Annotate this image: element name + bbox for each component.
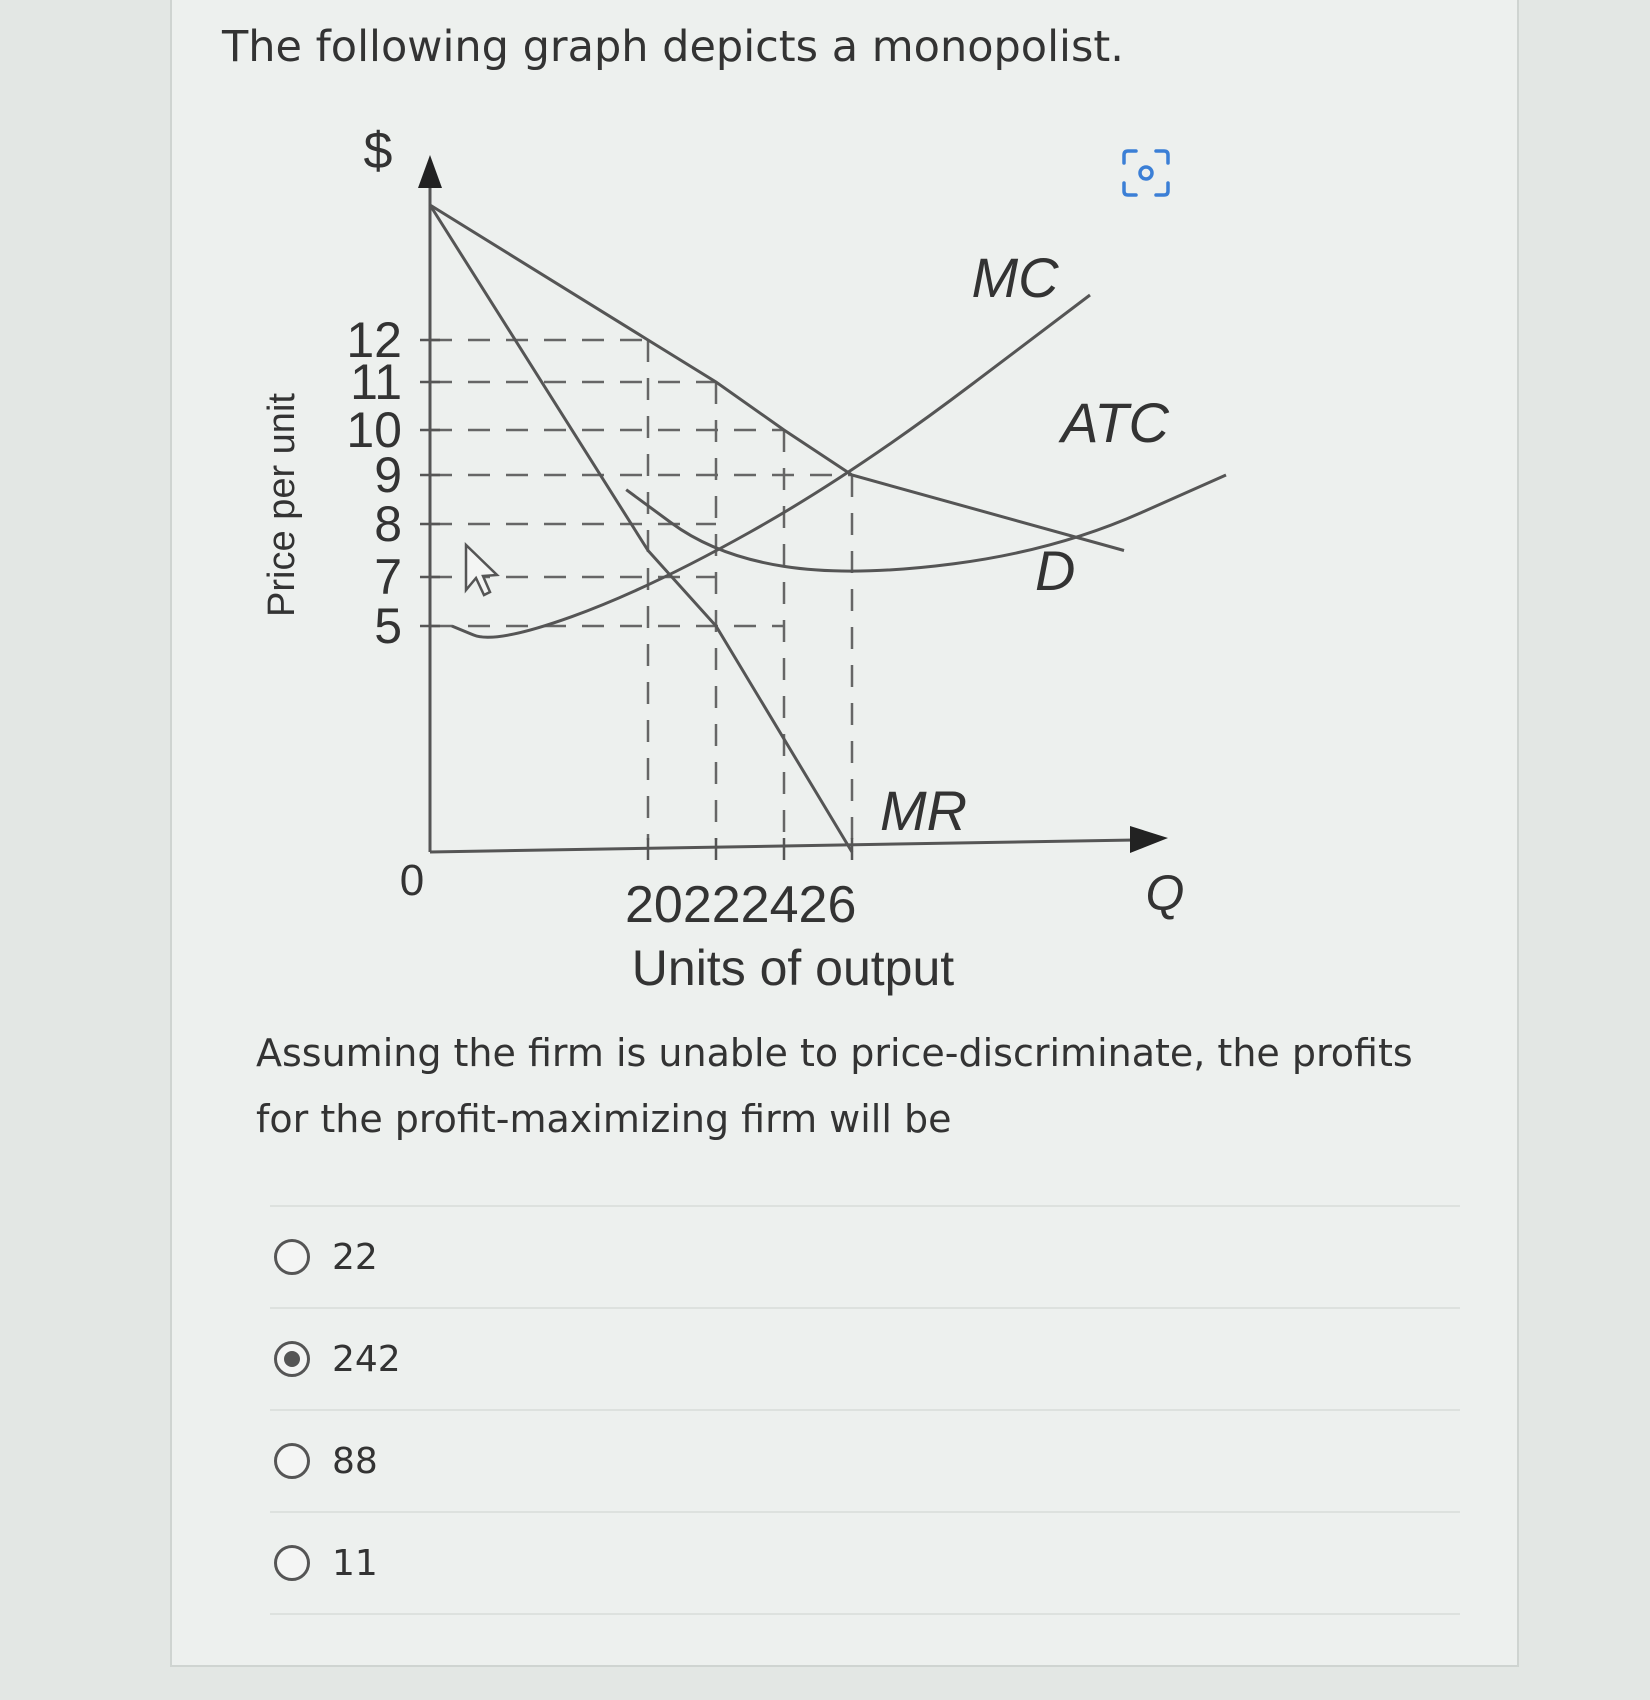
y-tick-label-10: 10 xyxy=(346,402,402,458)
curve-label-d: D xyxy=(1035,539,1076,602)
y-axis-title: Price per unit xyxy=(261,393,303,617)
curve-label-mr: MR xyxy=(880,779,968,842)
radio-button[interactable] xyxy=(274,1341,310,1377)
answer-option[interactable] xyxy=(270,1411,1460,1513)
dashed-guides xyxy=(430,340,852,840)
answer-option[interactable] xyxy=(270,1513,1460,1615)
curve-label-mc: MC xyxy=(971,246,1059,309)
answer-option-label: 11 xyxy=(332,1542,378,1584)
mouse-pointer-icon xyxy=(466,545,497,595)
radio-button[interactable] xyxy=(274,1239,310,1275)
radio-button[interactable] xyxy=(274,1545,310,1581)
answer-option[interactable] xyxy=(270,1205,1460,1309)
question-prompt: Assuming the firm is unable to price-discriminate, the profits for the profit-maximizing firm will be xyxy=(256,1031,1413,1141)
curve-mr xyxy=(430,205,852,852)
y-axis-symbol: $ xyxy=(363,122,393,180)
x-axis-title: Units of output xyxy=(631,940,955,996)
y-tick-label-9: 9 xyxy=(374,447,402,503)
y-tick-label-7: 7 xyxy=(374,549,402,605)
curve-atc xyxy=(626,475,1226,571)
y-tick-label-5: 5 xyxy=(374,598,402,654)
y-tick-label-11: 11 xyxy=(350,354,402,410)
x-tick-labels: 20222426 xyxy=(625,876,857,934)
curve-label-atc: ATC xyxy=(1061,391,1169,454)
x-axis-arrow xyxy=(1130,826,1168,853)
x-axis xyxy=(430,840,1135,852)
x-axis-symbol: Q xyxy=(1145,865,1185,921)
radio-button[interactable] xyxy=(274,1443,310,1479)
y-tick-label-12: 12 xyxy=(346,312,402,368)
y-tick-label-8: 8 xyxy=(374,496,402,552)
origin-label: 0 xyxy=(399,856,425,905)
focus-expand-icon[interactable] xyxy=(1118,145,1174,201)
y-axis-arrow xyxy=(418,155,442,188)
answer-option-label: 88 xyxy=(332,1440,378,1482)
answer-option-label: 242 xyxy=(332,1338,401,1380)
answer-option[interactable] xyxy=(270,1309,1460,1411)
question-title: The following graph depicts a monopolist. xyxy=(222,22,1124,72)
answer-options xyxy=(270,1205,1470,1615)
curve-mc xyxy=(452,295,1090,637)
answer-option-label: 22 xyxy=(332,1236,378,1278)
